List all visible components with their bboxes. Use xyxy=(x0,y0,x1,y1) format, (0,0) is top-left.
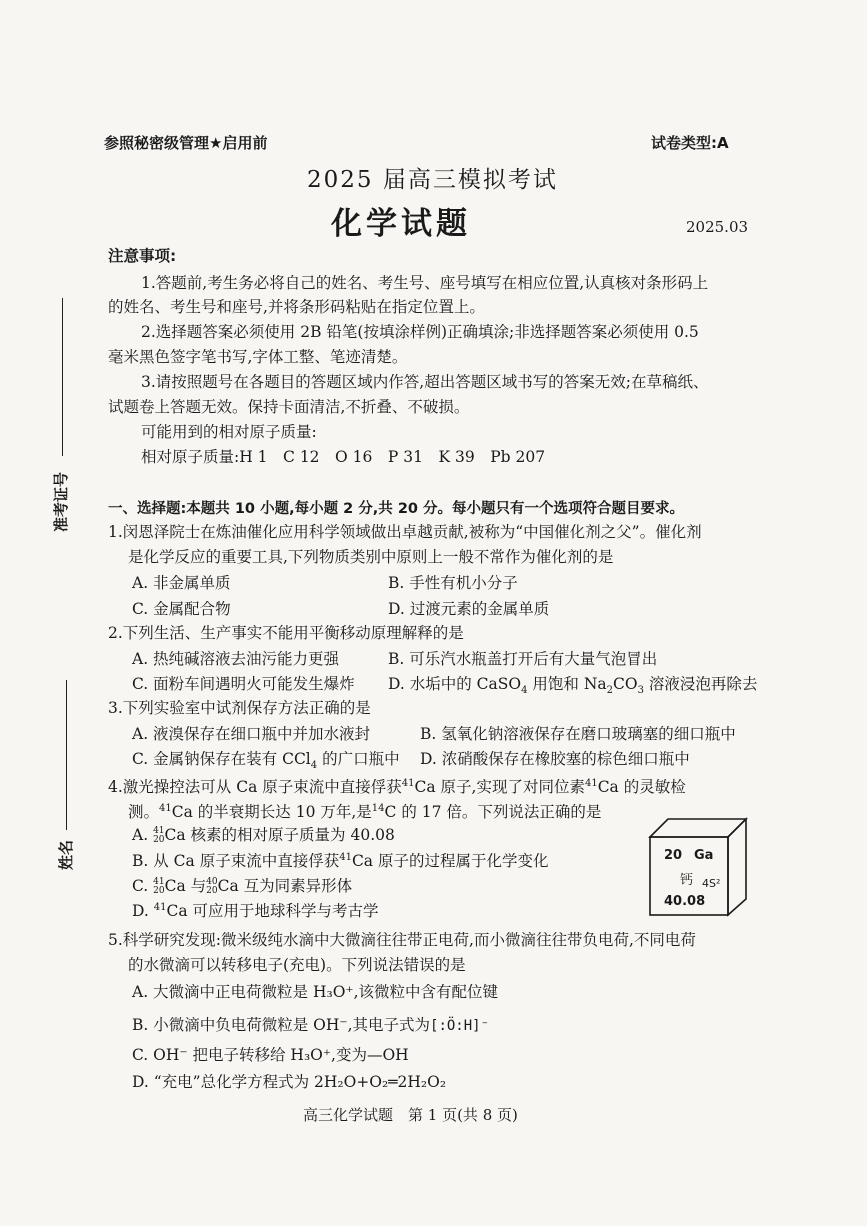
electron-formula: [:Ö:H]⁻ xyxy=(430,1018,490,1034)
q4-line2: 测。$^{41}$Ca 的半衰期长达 10 万年,是$^{14}$C 的 17 倍。下列说法正确的是 xyxy=(128,803,602,822)
notice-item1-line2: 的姓名、考生号和座号,并将条形码粘贴在指定位置上。 xyxy=(108,298,485,316)
q5-line1: 5.科学研究发现:微米级纯水滴中大微滴往往带正电荷,而小微滴往往带负电荷,不同电荷 xyxy=(108,931,696,949)
electron-config: 4S² xyxy=(702,877,721,890)
q5-option-c: C. OH⁻ 把电子转移给 H₃O⁺,变为—OH xyxy=(132,1046,409,1064)
q5-option-a: A. 大微滴中正电荷微粒是 H₃O⁺,该微粒中含有配位键 xyxy=(132,983,499,1001)
q1-option-a: A. 非金属单质 xyxy=(132,574,231,592)
q3-option-c: C. 金属钠保存在装有 CCl$_4$ 的广口瓶中 xyxy=(132,750,400,772)
element-mass: 40.08 xyxy=(664,894,706,909)
ticket-label: 准考证号 xyxy=(52,471,70,532)
q4-option-c: C. 41 20 Ca 与 40 20 Ca 互为同素异形体 xyxy=(132,877,353,896)
section1-heading: 一、选择题:本题共 10 小题,每小题 2 分,共 20 分。每小题只有一个选项符合题目要求。 xyxy=(108,501,685,517)
q4-option-d: D. $^{41}$Ca 可应用于地球科学与考古学 xyxy=(132,901,379,920)
q4-line1: 4.激光操控法可从 Ca 原子束流中直接俘获$^{41}$Ca 原子,实现了对同位素$^{41}$Ca 的灵敏检 xyxy=(108,778,686,797)
element-name: 钙 xyxy=(680,873,694,888)
name-line xyxy=(66,680,67,830)
q2-line1: 2.下列生活、生产事实不能用平衡移动原理解释的是 xyxy=(108,624,464,642)
element-cube-figure xyxy=(648,817,748,917)
page-footer: 高三化学试题 第 1 页(共 8 页) xyxy=(303,1106,518,1124)
exam-date: 2025.03 xyxy=(686,218,749,236)
q3-option-b: B. 氢氧化钠溶液保存在磨口玻璃塞的细口瓶中 xyxy=(420,725,736,743)
q5-line2: 的水微滴可以转移电子(充电)。下列说法错误的是 xyxy=(128,956,466,974)
name-label: 姓名 xyxy=(57,839,75,870)
q5-option-b: B. 小微滴中负电荷微粒是 OH⁻,其电子式为[:Ö:H]⁻ xyxy=(132,1016,490,1034)
notice-item1-line1: 1.答题前,考生务必将自己的姓名、考生号、座号填写在相应位置,认真核对条形码上 xyxy=(141,274,709,292)
ticket-line xyxy=(62,298,63,456)
mass-values: 相对原子质量:H 1 C 12 O 16 P 31 K 39 Pb 207 xyxy=(141,448,546,466)
q2-option-a: A. 热纯碱溶液去油污能力更强 xyxy=(132,650,340,668)
subject-title: 化学试题 xyxy=(331,206,471,242)
q1-line1: 1.闵恩泽院士在炼油催化应用科学领域做出卓越贡献,被称为“中国催化剂之父”。催化剂 xyxy=(108,523,702,541)
q3-line1: 3.下列实验室中试剂保存方法正确的是 xyxy=(108,699,371,717)
mass-intro: 可能用到的相对原子质量: xyxy=(141,423,317,441)
notice-item2-line2: 毫米黑色签字笔书写,字体工整、笔迹清楚。 xyxy=(108,348,408,366)
q4-option-a: A. 41 20 Ca 核素的相对原子质量为 40.08 xyxy=(132,826,395,845)
paper-type: 试卷类型:A xyxy=(651,134,729,152)
q1-option-c: C. 金属配合物 xyxy=(132,600,231,618)
q2-option-d: D. 水垢中的 CaSO$_4$ 用饱和 $Na_2CO_3$ 溶液浸泡再除去 xyxy=(388,675,758,697)
notice-heading: 注意事项: xyxy=(108,247,177,265)
q1-option-b: B. 手性有机小分子 xyxy=(388,574,518,592)
q2-option-c: C. 面粉车间遇明火可能发生爆炸 xyxy=(132,675,355,693)
exam-title: 2025 届高三模拟考试 xyxy=(307,167,558,193)
q3-option-a: A. 液溴保存在细口瓶中并加水液封 xyxy=(132,725,371,743)
q1-line2: 是化学反应的重要工具,下列物质类别中原则上一般不常作为催化剂的是 xyxy=(128,548,614,566)
notice-item2-line1: 2.选择题答案必须使用 2B 铅笔(按填涂样例)正确填涂;非选择题答案必须使用 0.5 xyxy=(141,323,699,341)
q2-option-b: B. 可乐汽水瓶盖打开后有大量气泡冒出 xyxy=(388,650,658,668)
element-number: 20 xyxy=(664,848,683,863)
notice-item3-line1: 3.请按照题号在各题目的答题区域内作答,超出答题区域书写的答案无效;在草稿纸、 xyxy=(141,373,709,391)
q1-option-d: D. 过渡元素的金属单质 xyxy=(388,600,550,618)
q5-option-d: D. “充电”总化学方程式为 2H₂O+O₂═2H₂O₂ xyxy=(132,1073,447,1091)
notice-item3-line2: 试题卷上答题无效。保持卡面清洁,不折叠、不破损。 xyxy=(108,398,470,416)
q3-option-d: D. 浓硝酸保存在橡胶塞的棕色细口瓶中 xyxy=(420,750,690,768)
element-symbol: Ga xyxy=(694,848,714,863)
q4-option-b: B. 从 Ca 原子束流中直接俘获$^{41}$Ca 原子的过程属于化学变化 xyxy=(132,851,549,870)
secret-level: 参照秘密级管理★启用前 xyxy=(104,134,268,152)
